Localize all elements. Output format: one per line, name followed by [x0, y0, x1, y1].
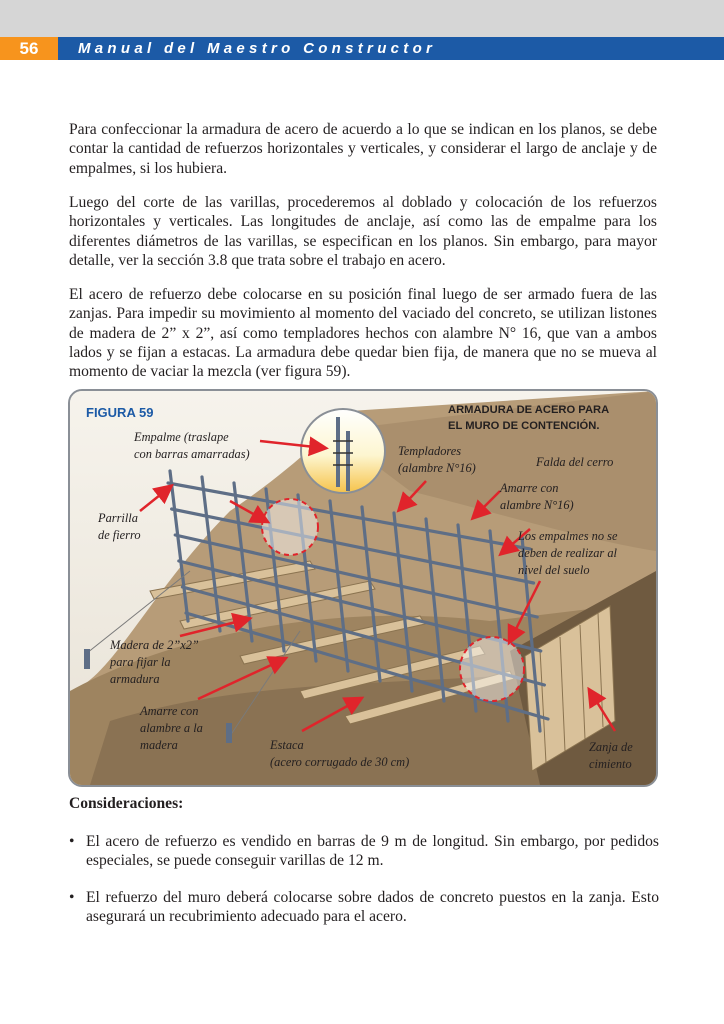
annotation-line: (acero corrugado de 30 cm) — [270, 755, 410, 769]
annotation-line: Los empalmes no se — [518, 529, 618, 543]
annotation-line: cimiento — [589, 757, 632, 771]
stake-left — [84, 649, 90, 669]
figure-label: FIGURA 59 — [86, 405, 154, 420]
annotation-line: armadura — [110, 672, 160, 686]
annotation-empalmes-no — [518, 528, 617, 579]
annotation-line: (alambre N°16) — [398, 461, 476, 475]
bullet-marker: • — [69, 888, 75, 906]
annotation-line: alambre N°16) — [500, 498, 574, 512]
annotation-line: Amarre con — [140, 704, 199, 718]
annotation-line: deben de realizar al — [518, 546, 617, 560]
list-item-text: El acero de refuerzo es vendido en barras de 9 m de longitud. Sin embargo, por pedidos especiales, se puede conseguir varillas de 12 m. — [86, 833, 659, 870]
bullet-marker: • — [69, 833, 75, 850]
figure-title — [448, 402, 638, 434]
running-title: Manual del Maestro Constructor — [78, 40, 437, 57]
page-number: 56 — [0, 37, 58, 60]
annotation-line: Templadores — [398, 444, 462, 458]
paragraph-2: Luego del corte de las varillas, procederemos al doblado y colocación de los refuerzos horizontales y verticales. Las longitudes de anclaje, así como las de empalme para los diferentes diámetros de las varillas, se especifican en los planos. Sin embargo, para mayor detalle, ver la sección 3.8 que trata sobre el trabajo en acero. — [69, 194, 657, 269]
annotation-empalme — [134, 429, 250, 463]
annotation-line: Madera de 2”x2” — [110, 638, 199, 652]
annotation-line: alambre a la — [140, 721, 203, 735]
annotation-line: Zanja de — [589, 740, 633, 754]
annotation-amarre-top — [500, 480, 574, 514]
annotation-zanja — [589, 739, 633, 773]
annotation-line: de fierro — [98, 528, 141, 542]
paragraph-1: Para confeccionar la armadura de acero de acuerdo a lo que se indican en los planos, se debe contar la cantidad de refuerzos horizontales y verticales, y considerar el largo de anclaje y de empalmes, si los hubiera. — [69, 121, 657, 177]
list-item — [69, 832, 659, 871]
splice-highlight-ground — [460, 637, 524, 701]
annotation-line: para fijar la — [110, 655, 171, 669]
annotation-line: nivel del suelo — [518, 563, 590, 577]
splice-detail-inset — [301, 409, 385, 493]
annotation-line: Parrilla — [98, 511, 138, 525]
stake-right — [226, 723, 232, 743]
annotation-parrilla — [98, 510, 141, 544]
considerations-list — [69, 832, 659, 943]
splice-highlight-top — [262, 499, 318, 555]
annotation-line: con barras amarradas) — [134, 447, 250, 461]
top-band — [0, 0, 724, 37]
annotation-line: Empalme (traslape — [134, 430, 229, 444]
figure-title-line: ARMADURA DE ACERO PARA — [448, 404, 610, 416]
list-item-text: El refuerzo del muro deberá colocarse sobre dados de concreto puestos en la zanja. Esto asegurará un recubrimiento adecuado para el acero. — [86, 888, 659, 925]
annotation-amarre-madera — [140, 703, 203, 754]
list-item — [69, 888, 659, 927]
annotation-madera — [110, 637, 199, 688]
annotation-line: Falda del cerro — [536, 455, 614, 469]
paragraph-3: El acero de refuerzo debe colocarse en su posición final luego de ser armado fuera de las zanjas. Para impedir su movimiento al momento del vaciado del concreto, se utilizan listones de madera de 2” x 2”, así como templadores hechos con alambre N° 16, que van a ambos lados y se fijan a estacas. La armadura debe quedar bien fija, de manera que no se mueva al momento de vaciar la mezcla (ver figura 59). — [69, 286, 657, 381]
figure-title-line: EL MURO DE CONTENCIÓN. — [448, 420, 600, 432]
annotation-line: Estaca — [270, 738, 304, 752]
considerations-heading: Consideraciones: — [69, 795, 184, 812]
annotation-falda — [536, 454, 613, 471]
annotation-templadores — [398, 443, 476, 477]
annotation-line: Amarre con — [500, 481, 559, 495]
annotation-estaca — [270, 737, 409, 771]
annotation-line: madera — [140, 738, 178, 752]
figure-59 — [68, 389, 658, 787]
